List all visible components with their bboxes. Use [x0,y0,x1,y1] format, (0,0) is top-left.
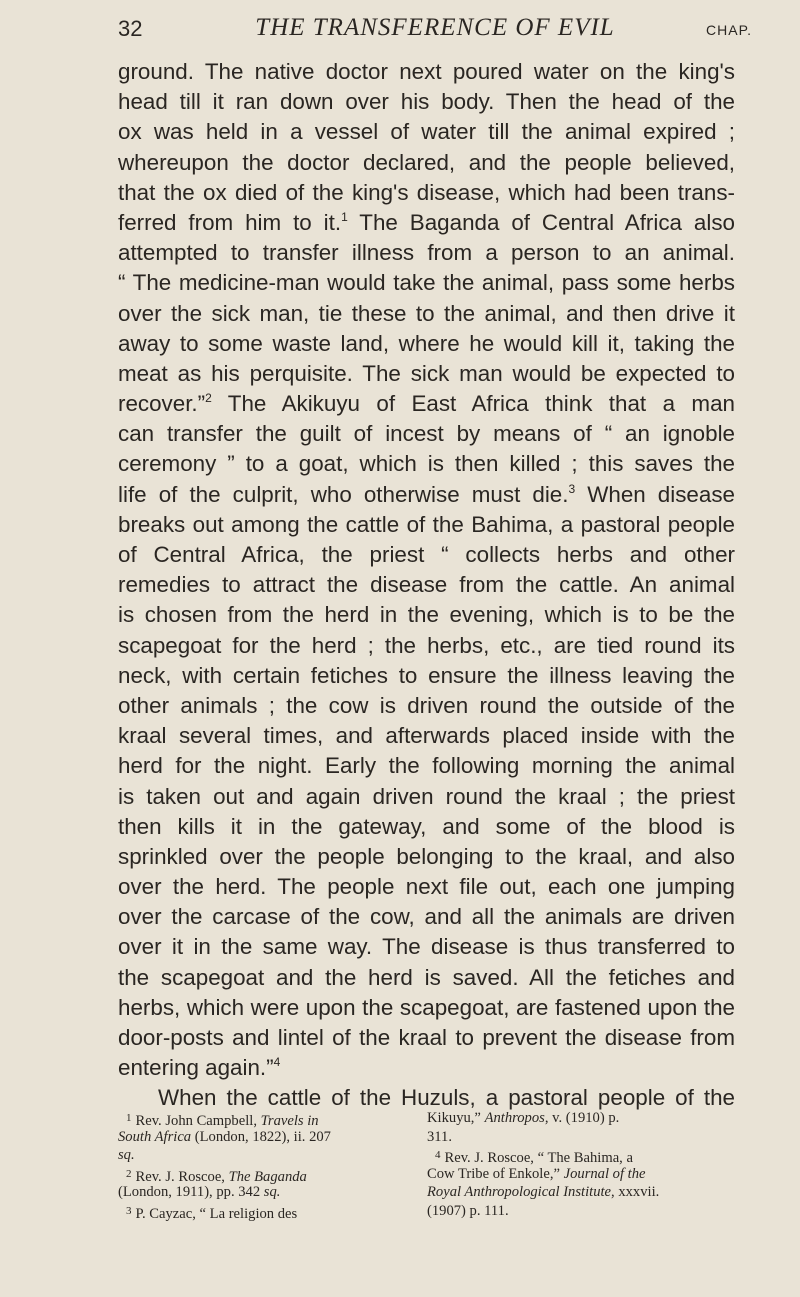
footnote-line [118,1202,418,1221]
text-line: that the ox died of the king's disease, which had been trans- [118,179,735,205]
text-line: kraal several times, and afterwards placed inside with the [118,723,735,749]
text-segment: ferred from him to it. [118,209,342,235]
footnote-number: 1 [126,1112,132,1124]
footnotes-left-column [118,1109,418,1221]
footnote-text: Cow Tribe of Enkole,” [427,1165,564,1182]
text-line: over it in the same way. The disease is thus transferred to [118,934,735,960]
text-line: over the sick man, tie these to the animal, and then drive it [118,300,735,326]
text-line: attempted to transfer illness from a person to an animal. [118,240,735,266]
text-line: the scapegoat and the herd is saved. All the fetiches and [118,964,735,990]
text-line: sprinkled over the people belonging to the kraal, and also [118,843,735,869]
running-header [118,12,752,46]
text-line: head till it ran down over his body. Then the head of the [118,89,735,115]
footnote-line [118,1128,418,1147]
text-segment: When disease [575,481,735,507]
note-ref: 3 [568,481,576,496]
footnotes-right-column [427,1109,735,1221]
footnote-line: 311. [427,1128,452,1145]
footnote-number: 2 [126,1167,132,1180]
text-line: ox was held in a vessel of water till the animal expired ; [118,119,735,145]
text-line: herd for the night. Early the following morning the animal [118,753,735,779]
text-line: scapegoat for the herd ; the herbs, etc., are tied round its [118,632,735,658]
text-line: is chosen from the herd in the evening, which is to be the [118,602,735,628]
footnote-line [118,1165,418,1184]
footnote-text: sq. [263,1184,281,1201]
text-line: over the carcase of the cow, and all the animals are driven [118,904,735,930]
footnote-title: Journal of the [563,1165,646,1182]
text-line: “ The medicine-man would take the animal, pass some herbs [118,270,735,296]
footnote-line [118,1109,418,1128]
footnote-text: Kikuyu,” [427,1110,485,1126]
text-line [118,389,735,419]
text-line: whereupon the doctor declared, and the people believed, [118,149,735,175]
text-line: of Central Africa, the priest “ collects herbs and other [118,542,735,567]
footnote-title: South Africa [118,1128,192,1145]
note-ref: 1 [341,209,348,224]
footnote-line [427,1183,735,1202]
text-line: When the cattle of the Huzuls, a pastoral people of the [158,1085,735,1111]
text-line: remedies to attract the disease from the cattle. An animal [118,572,735,598]
footnote-title: Royal Anthropological Institute [427,1184,612,1201]
footnote-text: P. Cayzac, “ La religion des [135,1205,298,1222]
footnote-text: sq. [118,1147,135,1164]
note-ref: 2 [205,391,212,406]
chapter-label: CHAP. [706,22,752,38]
text-line: ground. The native doctor next poured water on the king's [118,59,735,84]
running-title: THE TRANSFERENCE OF EVIL [255,14,615,41]
text-line [118,208,735,238]
text-line [118,1053,735,1083]
footnote-text: (London, 1822), ii. 207 [191,1128,331,1145]
text-line: breaks out among the cattle of the Bahima, a pastoral people [118,511,735,537]
footnote-line: (1907) p. 111. [427,1202,509,1219]
text-line: away to some waste land, where he would kill it, taking the [118,330,735,356]
footnote-line [427,1165,735,1184]
footnote-text: (London, 1911), pp. 342 [118,1184,264,1201]
text-line: is taken out and again driven round the kraal ; the priest [118,783,735,809]
text-line: neck, with certain fetiches to ensure the illness leaving the [118,662,735,688]
text-segment: The Baganda of Central Africa also [347,209,735,235]
footnote-title: Travels in [260,1113,319,1129]
text-line: herbs, which were upon the scapegoat, are fastened upon the [118,994,735,1020]
footnote-line [118,1146,418,1165]
footnote-text: , v. (1910) p. [544,1110,620,1126]
footnote-text: , xxxvii. [611,1184,660,1201]
note-ref: 4 [273,1055,281,1070]
footnote-text: Rev. J. Roscoe, [135,1168,229,1185]
text-line [118,480,735,510]
text-line: over the herd. The people next file out, each one jumping [118,874,735,900]
text-line: other animals ; the cow is driven round the outside of the [118,692,735,718]
text-segment: The Akikuyu of East Africa think that a man [211,391,735,417]
body-text [118,57,735,1114]
footnote-line [118,1183,418,1202]
text-line: then kills it in the gateway, and some of the blood is [118,813,735,839]
page-number: 32 [118,16,143,41]
footnote-text: Rev. J. Roscoe, “ The Bahima, a [444,1150,633,1167]
text-line: ceremony ” to a goat, which is then killed ; this saves the [118,451,735,477]
text-line: door-posts and lintel of the kraal to prevent the disease from [118,1025,735,1050]
footnote-number: 4 [435,1149,441,1162]
footnote-number: 3 [126,1204,132,1217]
footnote-line [427,1146,735,1165]
footnotes [118,1109,735,1221]
text-segment: entering again.” [118,1055,274,1081]
footnote-title: Anthropos [484,1110,545,1126]
footnote-text: Rev. John Campbell, [135,1113,261,1129]
text-segment: recover.” [118,391,206,417]
footnote-title: The Baganda [228,1168,307,1185]
text-segment: life of the culprit, who otherwise must die. [118,481,569,507]
footnote-line [427,1109,735,1128]
text-line: can transfer the guilt of incest by means of “ an ignoble [118,421,735,447]
text-line: meat as his perquisite. The sick man would be expected to [118,360,735,386]
